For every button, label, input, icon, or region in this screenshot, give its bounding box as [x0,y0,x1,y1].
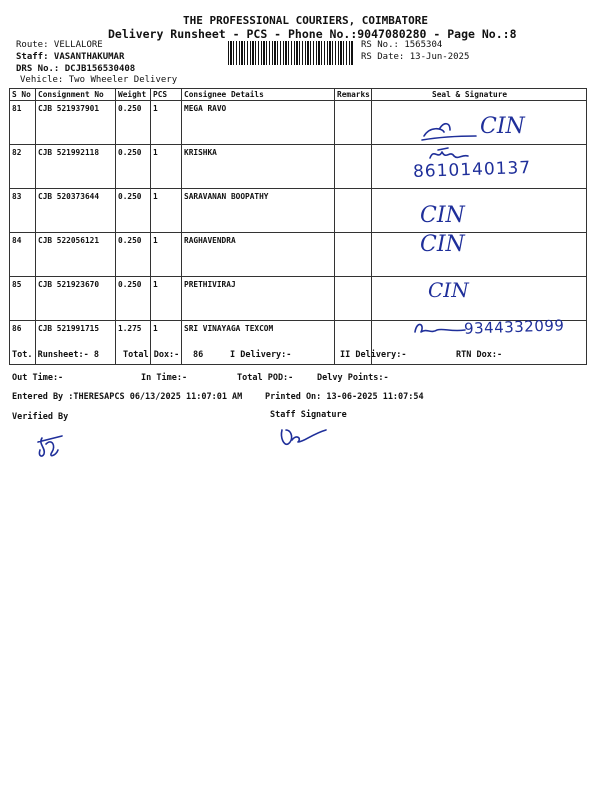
out-time-label: Out Time:- [12,373,64,383]
table-row [10,233,587,277]
barcode-image [228,41,354,65]
cell-sno: 86 [10,321,36,365]
i-delivery-label: I Delivery:- [230,350,292,360]
staff-signature-mark [278,424,334,450]
col-header-weight: Weight [116,89,151,101]
printed-on: Printed On: 13-06-2025 11:07:54 [265,392,424,402]
rs-date: RS Date: 13-Jun-2025 [361,52,470,62]
cell-remarks [335,233,372,277]
cell-consignee: KRISHKA [182,145,335,189]
cell-pcs: 1 [151,277,182,321]
cell-remarks [335,145,372,189]
cell-signature [372,233,587,277]
staff-signature-label: Staff Signature [270,410,347,420]
cell-pcs: 1 [151,321,182,365]
cell-pcs: 1 [151,189,182,233]
cell-consignment: CJB 521937901 [36,101,116,145]
col-header-sno: S No [10,89,36,101]
verified-signature-mark [36,434,66,460]
cell-consignee: RAGHAVENDRA [182,233,335,277]
delvy-points-label: Delvy Points:- [317,373,389,383]
rs-number: RS No.: 1565304 [361,40,443,50]
cell-remarks [335,277,372,321]
in-time-label: In Time:- [141,373,188,383]
document-title: Delivery Runsheet - PCS - Phone No.:9047080280 - Page No.:8 [108,27,517,41]
cell-consignment: CJB 521991715 [36,321,116,365]
ii-delivery-label: II Delivery:- [340,350,407,360]
total-pod-label: Total POD:- [237,373,294,383]
cell-sno: 85 [10,277,36,321]
cell-signature [372,277,587,321]
cell-sno: 83 [10,189,36,233]
total-dox-label: Total Dox:- [123,350,180,360]
handwritten-cin-83: CIN [420,203,465,228]
cell-signature [372,189,587,233]
cell-remarks [335,189,372,233]
cell-consignment: CJB 521992118 [36,145,116,189]
company-name: THE PROFESSIONAL COURIERS, COIMBATORE [183,14,429,27]
cell-pcs: 1 [151,233,182,277]
cell-consignment: CJB 521923670 [36,277,116,321]
cell-consignee: PRETHIVIRAJ [182,277,335,321]
staff-label: Staff: VASANTHAKUMAR [16,52,125,62]
table-header-row [10,89,587,101]
cell-weight: 1.275 [116,321,151,365]
table-row [10,277,587,321]
vehicle-label: Vehicle: Two Wheeler Delivery [20,75,178,85]
col-header-consignee: Consignee Details [182,89,335,101]
rtn-dox-label: RTN Dox:- [456,350,503,360]
handwritten-phone-86: 9344332099 [463,316,565,338]
entered-by: Entered By :THERESAPCS 06/13/2025 11:07:01 AM [12,392,243,402]
drs-number: DRS No.: DCJB156530408 [16,64,136,74]
cell-consignee: MEGA RAVO [182,101,335,145]
cell-consignment: CJB 520373644 [36,189,116,233]
cell-sno: 84 [10,233,36,277]
cell-remarks [335,101,372,145]
handwritten-cin-85: CIN [428,278,469,302]
handwritten-cin-81: CIN [480,114,525,139]
handwritten-phone-82: 8610140137 [412,157,532,183]
cell-consignee: SARAVANAN BOOPATHY [182,189,335,233]
cell-consignment: CJB 522056121 [36,233,116,277]
col-header-consignment: Consignment No [36,89,116,101]
cell-weight: 0.250 [116,277,151,321]
total-dox-value: 86 [193,350,204,360]
cell-consignee: SRI VINAYAGA TEXCOM [182,321,335,365]
verified-by-label: Verified By [12,412,69,422]
cell-sno: 81 [10,101,36,145]
col-header-remarks: Remarks [335,89,372,101]
handwritten-cin-84: CIN [420,232,465,257]
cell-pcs: 1 [151,101,182,145]
route-label: Route: VELLALORE [16,40,103,50]
cell-weight: 0.250 [116,233,151,277]
total-runsheet: Tot. Runsheet:- 8 [12,350,99,360]
cell-weight: 0.250 [116,101,151,145]
cell-sno: 82 [10,145,36,189]
cell-pcs: 1 [151,145,182,189]
col-header-signature: Seal & Signature [372,89,587,101]
cell-weight: 0.250 [116,145,151,189]
cell-weight: 0.250 [116,189,151,233]
table-row [10,189,587,233]
col-header-pcs: PCS [151,89,182,101]
